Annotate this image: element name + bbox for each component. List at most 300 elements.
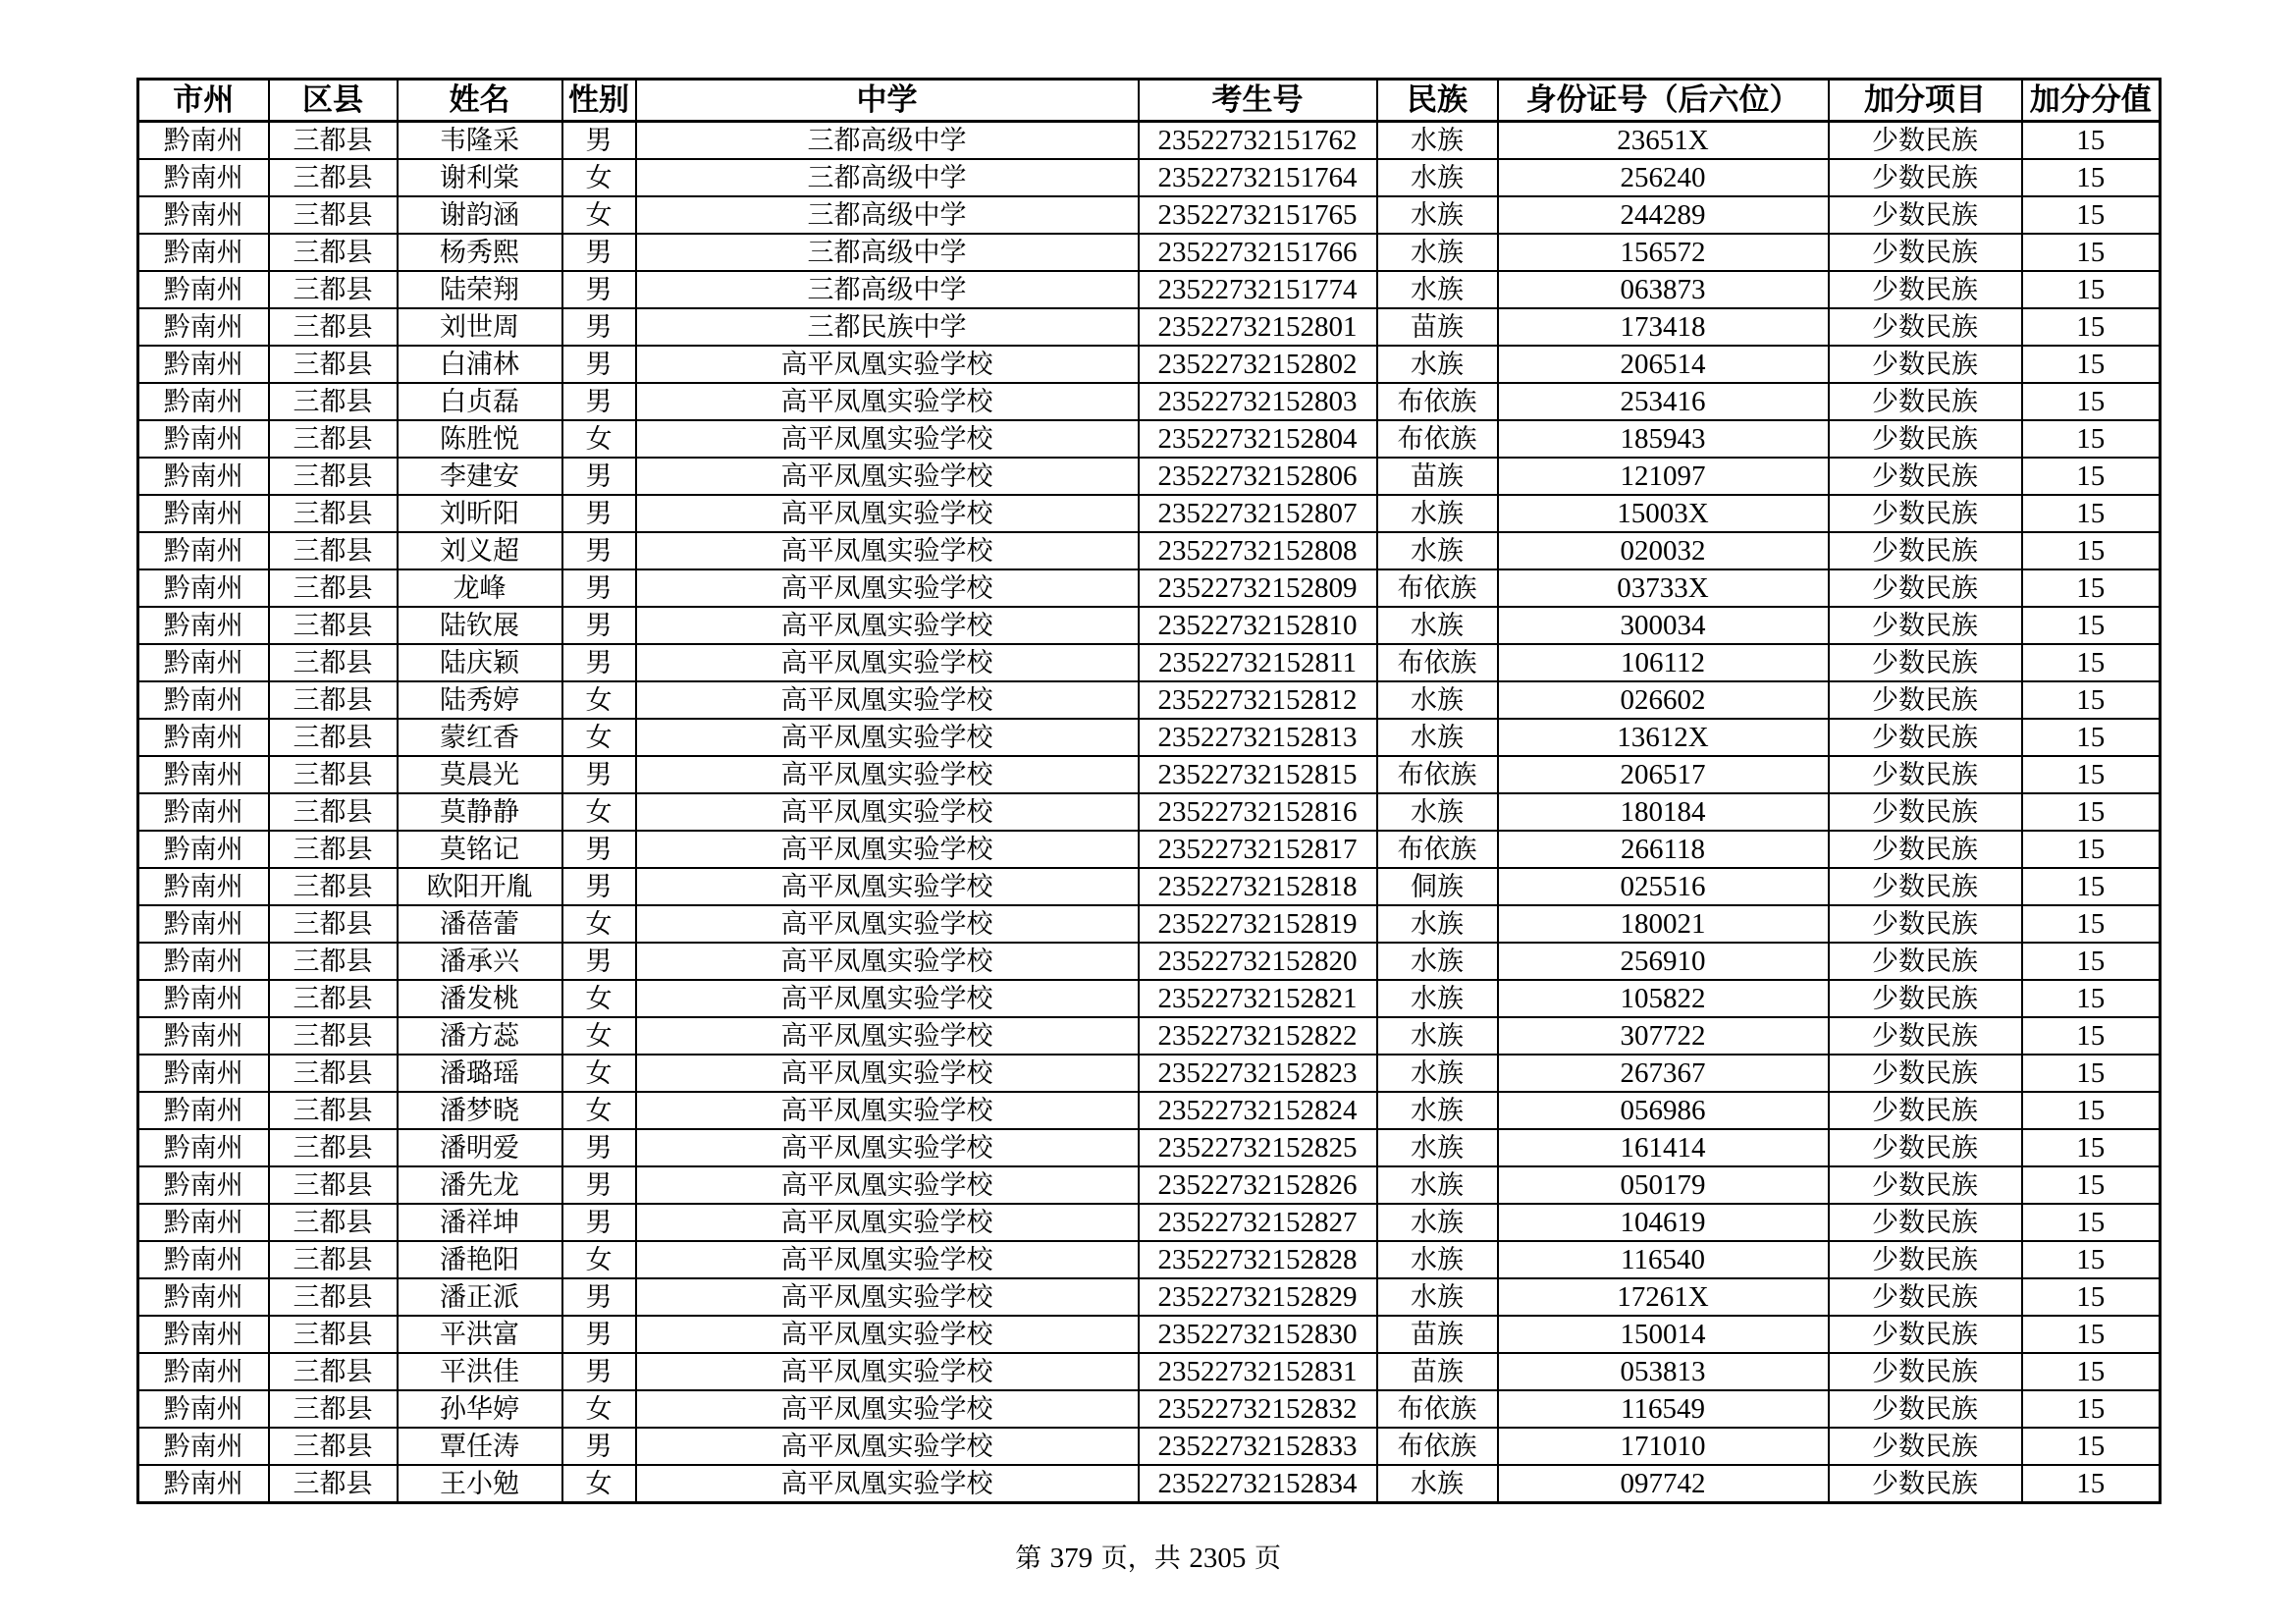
cell-school: 高平凤凰实验学校 <box>636 1465 1139 1503</box>
header-city: 市州 <box>138 80 269 122</box>
cell-school: 三都高级中学 <box>636 159 1139 196</box>
header-ethnicity: 民族 <box>1377 80 1498 122</box>
cell-county: 三都县 <box>269 122 398 160</box>
table-row <box>138 1465 2161 1503</box>
cell-exam-number: 23522732152833 <box>1139 1428 1377 1465</box>
cell-bonus-item: 少数民族 <box>1829 644 2022 681</box>
cell-id-suffix: 156572 <box>1498 234 1829 271</box>
cell-id-suffix: 171010 <box>1498 1428 1829 1465</box>
table-row <box>138 308 2161 346</box>
cell-id-suffix: 244289 <box>1498 196 1829 234</box>
cell-ethnicity: 水族 <box>1377 495 1498 532</box>
cell-bonus-item: 少数民族 <box>1829 122 2022 160</box>
cell-ethnicity: 水族 <box>1377 1055 1498 1092</box>
cell-county: 三都县 <box>269 420 398 458</box>
table-row <box>138 159 2161 196</box>
cell-ethnicity: 水族 <box>1377 1465 1498 1503</box>
cell-bonus-value: 15 <box>2022 756 2161 793</box>
table-row <box>138 383 2161 420</box>
cell-school: 高平凤凰实验学校 <box>636 1353 1139 1390</box>
cell-city: 黔南州 <box>138 1055 269 1092</box>
table-row <box>138 234 2161 271</box>
cell-ethnicity: 水族 <box>1377 719 1498 756</box>
cell-bonus-value: 15 <box>2022 159 2161 196</box>
cell-bonus-value: 15 <box>2022 1465 2161 1503</box>
cell-ethnicity: 苗族 <box>1377 308 1498 346</box>
cell-city: 黔南州 <box>138 196 269 234</box>
cell-school: 高平凤凰实验学校 <box>636 569 1139 607</box>
cell-county: 三都县 <box>269 943 398 980</box>
cell-bonus-item: 少数民族 <box>1829 1353 2022 1390</box>
cell-county: 三都县 <box>269 1278 398 1316</box>
cell-name: 潘明爱 <box>398 1129 562 1166</box>
cell-bonus-value: 15 <box>2022 793 2161 831</box>
cell-county: 三都县 <box>269 1092 398 1129</box>
cell-id-suffix: 063873 <box>1498 271 1829 308</box>
cell-ethnicity: 水族 <box>1377 1092 1498 1129</box>
cell-school: 高平凤凰实验学校 <box>636 420 1139 458</box>
cell-bonus-value: 15 <box>2022 607 2161 644</box>
cell-bonus-item: 少数民族 <box>1829 234 2022 271</box>
cell-gender: 男 <box>562 607 636 644</box>
table-row <box>138 271 2161 308</box>
cell-name: 杨秀熙 <box>398 234 562 271</box>
cell-name: 潘方蕊 <box>398 1017 562 1055</box>
cell-gender: 男 <box>562 234 636 271</box>
cell-city: 黔南州 <box>138 1017 269 1055</box>
cell-id-suffix: 106112 <box>1498 644 1829 681</box>
table-row <box>138 980 2161 1017</box>
cell-city: 黔南州 <box>138 159 269 196</box>
cell-ethnicity: 苗族 <box>1377 1353 1498 1390</box>
cell-bonus-item: 少数民族 <box>1829 1465 2022 1503</box>
cell-name: 覃任涛 <box>398 1428 562 1465</box>
cell-city: 黔南州 <box>138 831 269 868</box>
cell-county: 三都县 <box>269 495 398 532</box>
cell-gender: 女 <box>562 1017 636 1055</box>
cell-county: 三都县 <box>269 569 398 607</box>
cell-school: 高平凤凰实验学校 <box>636 644 1139 681</box>
current-page-number: 379 <box>1049 1543 1094 1574</box>
cell-id-suffix: 206517 <box>1498 756 1829 793</box>
cell-city: 黔南州 <box>138 383 269 420</box>
table-row <box>138 681 2161 719</box>
table-row <box>138 1241 2161 1278</box>
table-row <box>138 1390 2161 1428</box>
cell-county: 三都县 <box>269 234 398 271</box>
cell-gender: 男 <box>562 308 636 346</box>
page-footer <box>0 1537 2296 1575</box>
cell-bonus-item: 少数民族 <box>1829 1278 2022 1316</box>
cell-school: 三都高级中学 <box>636 271 1139 308</box>
table-row <box>138 943 2161 980</box>
cell-id-suffix: 300034 <box>1498 607 1829 644</box>
cell-name: 潘艳阳 <box>398 1241 562 1278</box>
cell-exam-number: 23522732152826 <box>1139 1166 1377 1204</box>
cell-city: 黔南州 <box>138 308 269 346</box>
cell-gender: 女 <box>562 1390 636 1428</box>
cell-bonus-value: 15 <box>2022 831 2161 868</box>
cell-city: 黔南州 <box>138 569 269 607</box>
cell-county: 三都县 <box>269 644 398 681</box>
cell-bonus-value: 15 <box>2022 458 2161 495</box>
cell-bonus-item: 少数民族 <box>1829 905 2022 943</box>
cell-bonus-value: 15 <box>2022 308 2161 346</box>
cell-bonus-item: 少数民族 <box>1829 196 2022 234</box>
cell-exam-number: 23522732152824 <box>1139 1092 1377 1129</box>
table-row <box>138 495 2161 532</box>
cell-ethnicity: 布依族 <box>1377 756 1498 793</box>
cell-bonus-item: 少数民族 <box>1829 308 2022 346</box>
cell-bonus-value: 15 <box>2022 1316 2161 1353</box>
cell-county: 三都县 <box>269 196 398 234</box>
cell-bonus-item: 少数民族 <box>1829 943 2022 980</box>
cell-exam-number: 23522732151766 <box>1139 234 1377 271</box>
table-row <box>138 1278 2161 1316</box>
cell-bonus-value: 15 <box>2022 1390 2161 1428</box>
cell-name: 孙华婷 <box>398 1390 562 1428</box>
cell-bonus-value: 15 <box>2022 271 2161 308</box>
cell-county: 三都县 <box>269 159 398 196</box>
table-row <box>138 1353 2161 1390</box>
table-row <box>138 607 2161 644</box>
table-row <box>138 868 2161 905</box>
cell-id-suffix: 206514 <box>1498 346 1829 383</box>
cell-exam-number: 23522732152832 <box>1139 1390 1377 1428</box>
cell-id-suffix: 050179 <box>1498 1166 1829 1204</box>
cell-county: 三都县 <box>269 458 398 495</box>
cell-exam-number: 23522732151764 <box>1139 159 1377 196</box>
cell-bonus-item: 少数民族 <box>1829 1055 2022 1092</box>
cell-county: 三都县 <box>269 1241 398 1278</box>
cell-id-suffix: 15003X <box>1498 495 1829 532</box>
cell-gender: 女 <box>562 681 636 719</box>
cell-county: 三都县 <box>269 271 398 308</box>
cell-name: 潘先龙 <box>398 1166 562 1204</box>
table-row <box>138 719 2161 756</box>
cell-gender: 男 <box>562 868 636 905</box>
cell-exam-number: 23522732152802 <box>1139 346 1377 383</box>
table-row <box>138 831 2161 868</box>
cell-bonus-value: 15 <box>2022 196 2161 234</box>
table-row <box>138 793 2161 831</box>
cell-city: 黔南州 <box>138 793 269 831</box>
cell-exam-number: 23522732152825 <box>1139 1129 1377 1166</box>
cell-bonus-value: 15 <box>2022 719 2161 756</box>
cell-gender: 男 <box>562 1166 636 1204</box>
table-row <box>138 1129 2161 1166</box>
cell-name: 陆荣翔 <box>398 271 562 308</box>
cell-ethnicity: 布依族 <box>1377 383 1498 420</box>
cell-gender: 女 <box>562 1092 636 1129</box>
cell-gender: 男 <box>562 1278 636 1316</box>
cell-bonus-value: 15 <box>2022 905 2161 943</box>
cell-bonus-item: 少数民族 <box>1829 532 2022 569</box>
cell-school: 高平凤凰实验学校 <box>636 681 1139 719</box>
cell-school: 高平凤凰实验学校 <box>636 1390 1139 1428</box>
cell-county: 三都县 <box>269 756 398 793</box>
cell-county: 三都县 <box>269 607 398 644</box>
cell-id-suffix: 105822 <box>1498 980 1829 1017</box>
cell-name: 陆钦展 <box>398 607 562 644</box>
cell-gender: 男 <box>562 532 636 569</box>
cell-gender: 男 <box>562 569 636 607</box>
cell-exam-number: 23522732152823 <box>1139 1055 1377 1092</box>
cell-bonus-item: 少数民族 <box>1829 607 2022 644</box>
bonus-points-table <box>136 78 2162 1504</box>
cell-name: 潘蓓蕾 <box>398 905 562 943</box>
cell-name: 白贞磊 <box>398 383 562 420</box>
cell-exam-number: 23522732152817 <box>1139 831 1377 868</box>
cell-id-suffix: 185943 <box>1498 420 1829 458</box>
cell-exam-number: 23522732152834 <box>1139 1465 1377 1503</box>
cell-ethnicity: 水族 <box>1377 905 1498 943</box>
cell-id-suffix: 121097 <box>1498 458 1829 495</box>
cell-ethnicity: 水族 <box>1377 271 1498 308</box>
cell-city: 黔南州 <box>138 1465 269 1503</box>
cell-name: 李建安 <box>398 458 562 495</box>
cell-exam-number: 23522732151774 <box>1139 271 1377 308</box>
cell-name: 莫晨光 <box>398 756 562 793</box>
cell-bonus-value: 15 <box>2022 1353 2161 1390</box>
cell-ethnicity: 布依族 <box>1377 831 1498 868</box>
cell-city: 黔南州 <box>138 1428 269 1465</box>
cell-city: 黔南州 <box>138 495 269 532</box>
cell-county: 三都县 <box>269 346 398 383</box>
cell-bonus-item: 少数民族 <box>1829 980 2022 1017</box>
cell-bonus-item: 少数民族 <box>1829 868 2022 905</box>
cell-bonus-value: 15 <box>2022 644 2161 681</box>
cell-gender: 男 <box>562 756 636 793</box>
cell-name: 莫铭记 <box>398 831 562 868</box>
cell-ethnicity: 水族 <box>1377 980 1498 1017</box>
header-name: 姓名 <box>398 80 562 122</box>
cell-school: 高平凤凰实验学校 <box>636 1428 1139 1465</box>
table-row <box>138 346 2161 383</box>
cell-bonus-value: 15 <box>2022 1241 2161 1278</box>
cell-school: 高平凤凰实验学校 <box>636 607 1139 644</box>
cell-id-suffix: 13612X <box>1498 719 1829 756</box>
cell-bonus-item: 少数民族 <box>1829 458 2022 495</box>
cell-city: 黔南州 <box>138 1129 269 1166</box>
cell-name: 潘正派 <box>398 1278 562 1316</box>
cell-county: 三都县 <box>269 980 398 1017</box>
cell-name: 潘承兴 <box>398 943 562 980</box>
cell-id-suffix: 053813 <box>1498 1353 1829 1390</box>
cell-school: 高平凤凰实验学校 <box>636 383 1139 420</box>
cell-bonus-item: 少数民族 <box>1829 719 2022 756</box>
cell-exam-number: 23522732152801 <box>1139 308 1377 346</box>
cell-county: 三都县 <box>269 793 398 831</box>
cell-school: 高平凤凰实验学校 <box>636 346 1139 383</box>
cell-name: 欧阳开胤 <box>398 868 562 905</box>
cell-city: 黔南州 <box>138 1353 269 1390</box>
cell-gender: 男 <box>562 644 636 681</box>
cell-gender: 女 <box>562 980 636 1017</box>
cell-id-suffix: 020032 <box>1498 532 1829 569</box>
cell-city: 黔南州 <box>138 122 269 160</box>
cell-gender: 男 <box>562 1316 636 1353</box>
cell-gender: 女 <box>562 159 636 196</box>
cell-city: 黔南州 <box>138 980 269 1017</box>
cell-gender: 男 <box>562 1428 636 1465</box>
cell-name: 莫静静 <box>398 793 562 831</box>
cell-ethnicity: 水族 <box>1377 346 1498 383</box>
cell-county: 三都县 <box>269 681 398 719</box>
cell-exam-number: 23522732152813 <box>1139 719 1377 756</box>
table-row <box>138 122 2161 160</box>
cell-school: 高平凤凰实验学校 <box>636 1166 1139 1204</box>
table-row <box>138 644 2161 681</box>
cell-city: 黔南州 <box>138 719 269 756</box>
cell-school: 高平凤凰实验学校 <box>636 1092 1139 1129</box>
cell-city: 黔南州 <box>138 868 269 905</box>
header-exam-number: 考生号 <box>1139 80 1377 122</box>
header-gender: 性别 <box>562 80 636 122</box>
cell-school: 三都高级中学 <box>636 122 1139 160</box>
cell-exam-number: 23522732152831 <box>1139 1353 1377 1390</box>
cell-name: 刘义超 <box>398 532 562 569</box>
cell-bonus-item: 少数民族 <box>1829 1390 2022 1428</box>
cell-bonus-value: 15 <box>2022 122 2161 160</box>
cell-id-suffix: 025516 <box>1498 868 1829 905</box>
cell-school: 高平凤凰实验学校 <box>636 495 1139 532</box>
cell-bonus-value: 15 <box>2022 420 2161 458</box>
cell-exam-number: 23522732152803 <box>1139 383 1377 420</box>
cell-ethnicity: 布依族 <box>1377 420 1498 458</box>
cell-exam-number: 23522732152810 <box>1139 607 1377 644</box>
cell-bonus-value: 15 <box>2022 1278 2161 1316</box>
cell-id-suffix: 267367 <box>1498 1055 1829 1092</box>
cell-city: 黔南州 <box>138 458 269 495</box>
cell-county: 三都县 <box>269 1166 398 1204</box>
cell-ethnicity: 水族 <box>1377 159 1498 196</box>
cell-city: 黔南州 <box>138 532 269 569</box>
cell-bonus-value: 15 <box>2022 569 2161 607</box>
cell-exam-number: 23522732152820 <box>1139 943 1377 980</box>
cell-school: 三都高级中学 <box>636 196 1139 234</box>
cell-name: 龙峰 <box>398 569 562 607</box>
cell-exam-number: 23522732152807 <box>1139 495 1377 532</box>
cell-bonus-value: 15 <box>2022 1055 2161 1092</box>
cell-bonus-value: 15 <box>2022 1204 2161 1241</box>
header-school: 中学 <box>636 80 1139 122</box>
cell-county: 三都县 <box>269 1204 398 1241</box>
cell-id-suffix: 116549 <box>1498 1390 1829 1428</box>
cell-city: 黔南州 <box>138 420 269 458</box>
cell-bonus-item: 少数民族 <box>1829 383 2022 420</box>
cell-county: 三都县 <box>269 1390 398 1428</box>
cell-exam-number: 23522732152804 <box>1139 420 1377 458</box>
cell-exam-number: 23522732152818 <box>1139 868 1377 905</box>
cell-gender: 男 <box>562 271 636 308</box>
cell-school: 高平凤凰实验学校 <box>636 980 1139 1017</box>
cell-name: 蒙红香 <box>398 719 562 756</box>
cell-exam-number: 23522732152828 <box>1139 1241 1377 1278</box>
cell-exam-number: 23522732152815 <box>1139 756 1377 793</box>
cell-city: 黔南州 <box>138 1390 269 1428</box>
cell-bonus-item: 少数民族 <box>1829 1428 2022 1465</box>
cell-bonus-value: 15 <box>2022 1129 2161 1166</box>
cell-county: 三都县 <box>269 1055 398 1092</box>
cell-city: 黔南州 <box>138 943 269 980</box>
cell-bonus-item: 少数民族 <box>1829 1129 2022 1166</box>
cell-school: 高平凤凰实验学校 <box>636 943 1139 980</box>
cell-bonus-value: 15 <box>2022 681 2161 719</box>
cell-county: 三都县 <box>269 831 398 868</box>
cell-school: 高平凤凰实验学校 <box>636 458 1139 495</box>
footer-middle: 页，共 <box>1100 1543 1181 1574</box>
cell-city: 黔南州 <box>138 1166 269 1204</box>
cell-ethnicity: 水族 <box>1377 1278 1498 1316</box>
table-row <box>138 1316 2161 1353</box>
cell-ethnicity: 布依族 <box>1377 1390 1498 1428</box>
cell-exam-number: 23522732152806 <box>1139 458 1377 495</box>
cell-school: 高平凤凰实验学校 <box>636 532 1139 569</box>
cell-exam-number: 23522732152821 <box>1139 980 1377 1017</box>
cell-ethnicity: 水族 <box>1377 607 1498 644</box>
cell-ethnicity: 水族 <box>1377 681 1498 719</box>
cell-ethnicity: 水族 <box>1377 1166 1498 1204</box>
cell-bonus-item: 少数民族 <box>1829 1017 2022 1055</box>
cell-ethnicity: 水族 <box>1377 122 1498 160</box>
cell-city: 黔南州 <box>138 644 269 681</box>
cell-bonus-item: 少数民族 <box>1829 346 2022 383</box>
cell-gender: 女 <box>562 1055 636 1092</box>
cell-bonus-item: 少数民族 <box>1829 756 2022 793</box>
cell-school: 高平凤凰实验学校 <box>636 793 1139 831</box>
cell-bonus-item: 少数民族 <box>1829 681 2022 719</box>
cell-bonus-value: 15 <box>2022 234 2161 271</box>
cell-gender: 男 <box>562 122 636 160</box>
cell-county: 三都县 <box>269 383 398 420</box>
cell-gender: 男 <box>562 1129 636 1166</box>
cell-school: 高平凤凰实验学校 <box>636 1241 1139 1278</box>
cell-bonus-value: 15 <box>2022 1017 2161 1055</box>
cell-bonus-item: 少数民族 <box>1829 569 2022 607</box>
cell-bonus-item: 少数民族 <box>1829 1204 2022 1241</box>
cell-ethnicity: 苗族 <box>1377 1316 1498 1353</box>
cell-county: 三都县 <box>269 868 398 905</box>
cell-school: 高平凤凰实验学校 <box>636 868 1139 905</box>
cell-id-suffix: 026602 <box>1498 681 1829 719</box>
cell-bonus-value: 15 <box>2022 495 2161 532</box>
cell-bonus-item: 少数民族 <box>1829 271 2022 308</box>
cell-exam-number: 23522732152819 <box>1139 905 1377 943</box>
table-row <box>138 1092 2161 1129</box>
cell-id-suffix: 307722 <box>1498 1017 1829 1055</box>
cell-name: 谢韵涵 <box>398 196 562 234</box>
table-row <box>138 1204 2161 1241</box>
cell-ethnicity: 水族 <box>1377 1129 1498 1166</box>
cell-exam-number: 23522732151765 <box>1139 196 1377 234</box>
cell-bonus-item: 少数民族 <box>1829 793 2022 831</box>
cell-name: 白浦林 <box>398 346 562 383</box>
cell-bonus-value: 15 <box>2022 1166 2161 1204</box>
header-bonus-value: 加分分值 <box>2022 80 2161 122</box>
cell-exam-number: 23522732152812 <box>1139 681 1377 719</box>
cell-name: 刘世周 <box>398 308 562 346</box>
cell-county: 三都县 <box>269 905 398 943</box>
cell-ethnicity: 水族 <box>1377 1017 1498 1055</box>
cell-bonus-value: 15 <box>2022 383 2161 420</box>
footer-prefix: 第 <box>1015 1543 1042 1574</box>
cell-ethnicity: 侗族 <box>1377 868 1498 905</box>
cell-school: 高平凤凰实验学校 <box>636 1278 1139 1316</box>
cell-name: 潘梦晓 <box>398 1092 562 1129</box>
footer-suffix: 页 <box>1254 1543 1281 1574</box>
cell-name: 王小勉 <box>398 1465 562 1503</box>
